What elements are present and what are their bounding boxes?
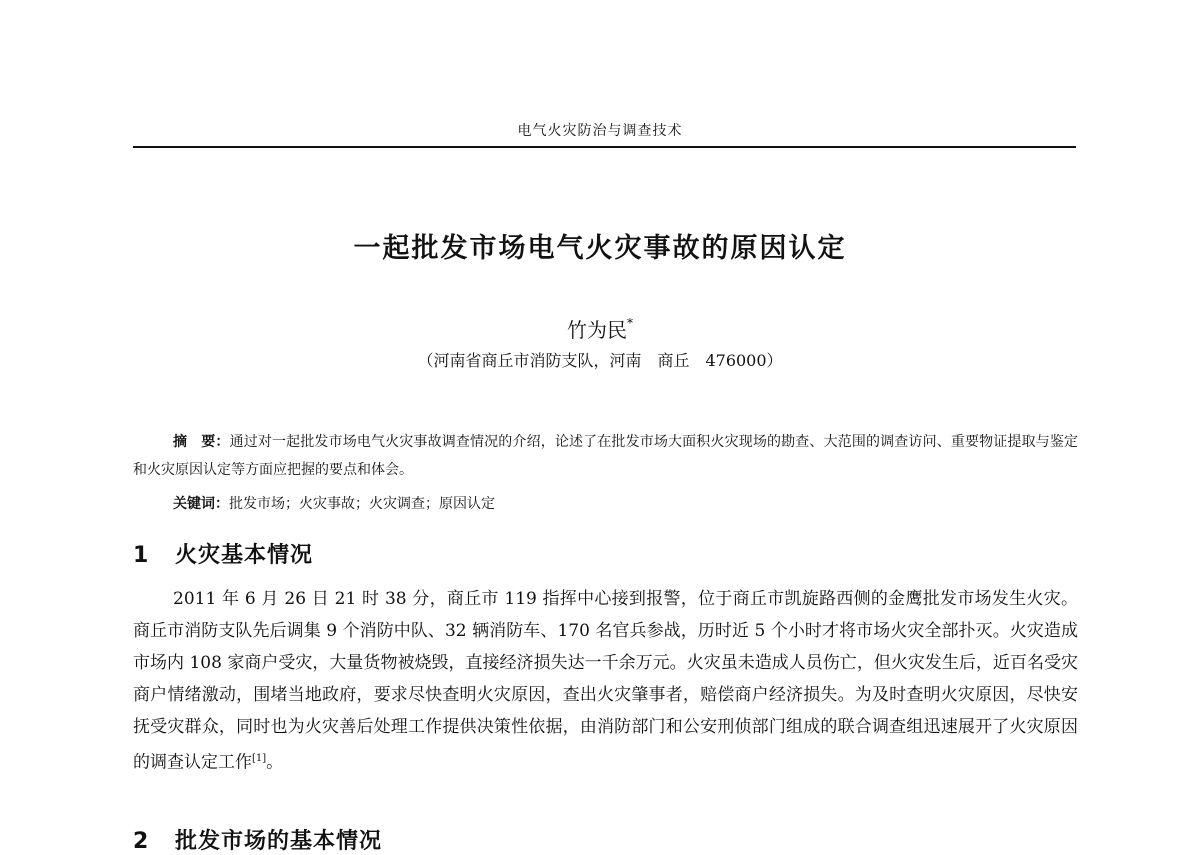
article-title: 一起批发市场电气火灾事故的原因认定: [353, 233, 847, 264]
author-line: [0, 314, 1200, 343]
paragraph-end: 。: [266, 752, 284, 773]
header-rule: [133, 146, 1076, 148]
affiliation: [0, 348, 1200, 371]
section-heading-2: [133, 824, 382, 855]
section-number: 1: [133, 543, 150, 568]
running-header: 电气火灾防治与调查技术: [517, 123, 683, 139]
affiliation-text: （河南省商丘市消防支队，河南 商丘 476000）: [417, 351, 783, 370]
keywords: [173, 490, 495, 518]
author-footnote-mark: *: [627, 316, 633, 331]
abstract-label: 摘 要：: [173, 434, 230, 450]
section-title: 火灾基本情况: [175, 543, 314, 568]
section-heading-1: [133, 538, 313, 569]
abstract: [133, 428, 1078, 484]
citation-ref: [1]: [252, 753, 267, 764]
section-number: 2: [133, 829, 150, 854]
author-name: 竹为民: [567, 318, 627, 342]
section-1-paragraph: [133, 583, 1078, 779]
paragraph-text: 2011 年 6 月 26 日 21 时 38 分，商丘市 119 指挥中心接到报警，位于商丘市凯旋路西侧的金鹰批发市场发生火灾。商丘市消防支队先后调集 9 个消防中队、32 辆消防车、170 名官兵参战，历时近 5 个小时才将市场火灾全部扑灭。火灾造成市场内 108 家商户受灾，大量货物被烧毁，直接经济损失达一千余万元。火灾虽未造成人员伤亡，但火灾发生后，近百名受灾商户情绪激动，围堵当地政府，要求尽快查明火灾原因，查出火灾肇事者，赔偿商户经济损失。为及时查明火灾原因，尽快安抚受灾群众，同时也为火灾善后处理工作提供决策性依据，由消防部门和公安刑侦部门组成的联合调查组迅速展开了火灾原因的调查认定工作: [133, 589, 1078, 773]
keywords-text: 批发市场；火灾事故；火灾调查；原因认定: [229, 496, 495, 512]
section-title: 批发市场的基本情况: [175, 829, 383, 854]
abstract-text: 通过对一起批发市场电气火灾事故调查情况的介绍，论述了在批发市场大面积火灾现场的勘查、大范围的调查访问、重要物证提取与鉴定和火灾原因认定等方面应把握的要点和体会。: [133, 434, 1079, 478]
keywords-label: 关键词：: [173, 496, 229, 512]
